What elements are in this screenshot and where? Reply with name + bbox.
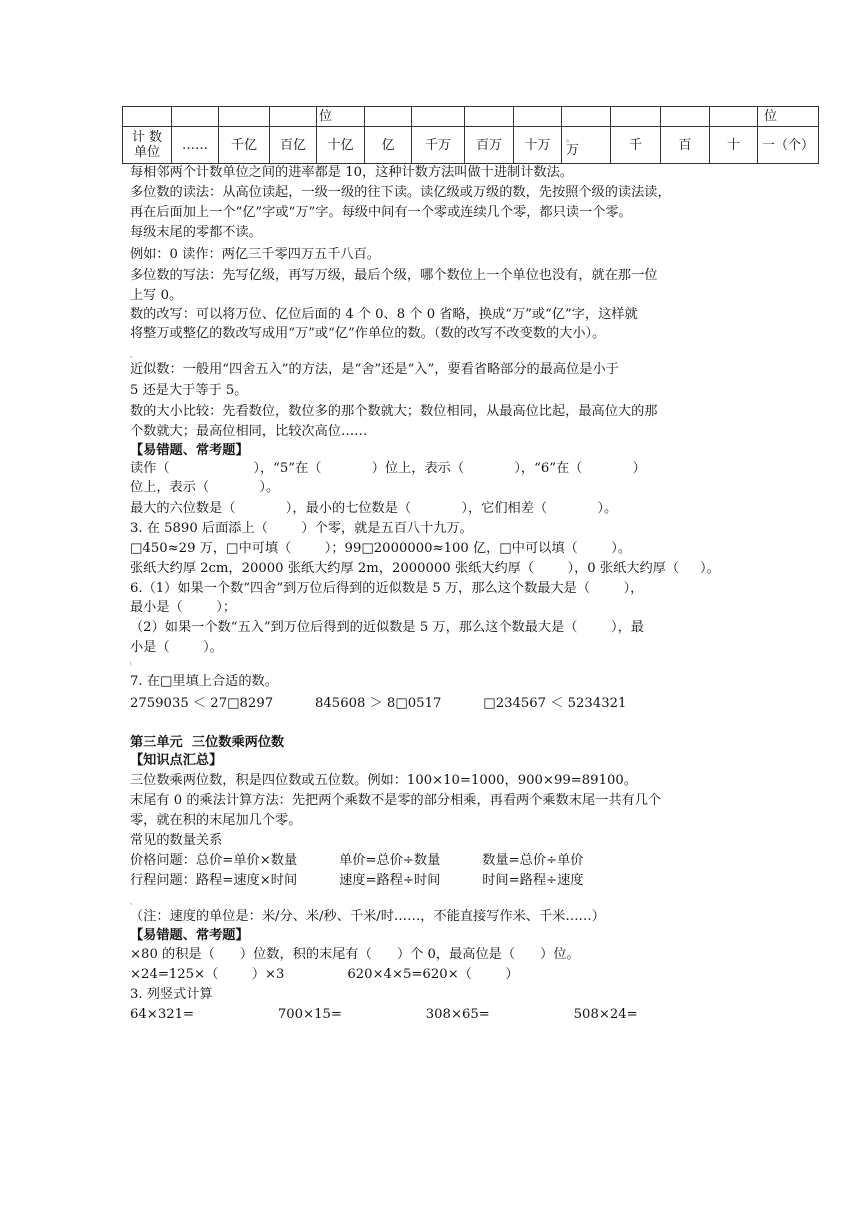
table-cell [562, 127, 611, 164]
table-cell [465, 107, 514, 127]
table-cell [661, 107, 710, 127]
table-cell [710, 107, 758, 127]
table-cell: 千万 [412, 127, 465, 164]
text-line: 价格问题：总价=单价×数量 单价=总价÷数量 数量=总价÷单价 [130, 853, 584, 868]
table-cell: 千亿 [219, 127, 270, 164]
table-cell [219, 107, 270, 127]
text-line: 张纸大约厚 2cm，20000 张纸大约厚 2m，2000000 张纸大约厚（ ），0 张纸大约厚（ ）。 [130, 561, 720, 576]
table-cell: 十亿 [317, 127, 365, 164]
wan-label: 万 [566, 143, 580, 158]
text-line: 读作（ ），“5”在（ ）位上，表示（ ），“6”在（ ） [130, 461, 646, 476]
text-line: 64×321= 700×15= 308×65= 508×24= [130, 1007, 638, 1022]
text-line: 例如：0 读作：两亿三千零四万五千八百。 [130, 247, 380, 262]
place-value-table [122, 106, 819, 164]
text-line: 6.（1）如果一个数“四舍”到万位后得到的近似数是 5 万，那么这个数最大是（ ）， [130, 581, 644, 596]
table-cell: 十万 [514, 127, 562, 164]
table-cell: 亿 [365, 127, 412, 164]
text-line: 位上，表示（ ）。 [130, 480, 280, 495]
text-line: 7. 在□里填上合适的数。 [130, 674, 278, 689]
table-cell: 一（个） [758, 127, 819, 164]
table-row [123, 107, 819, 127]
table-cell [514, 107, 562, 127]
unit-title: 第三单元 三位数乘两位数 [130, 735, 285, 750]
text-line: □450≈29 万，□中可填（ ）；99□2000000≈100 亿，□中可以填（ ）。 [130, 541, 632, 556]
text-line: 行程问题：路程=速度×时间 速度=路程÷时间 时间=路程÷速度 [130, 873, 584, 888]
text-line: 再在后面加上一个“亿”字或“万”字。每级中间有一个零或连续几个零，都只读一个零。 [130, 205, 632, 220]
text-line: 个数就大；最高位相同，比较次高位…… [130, 424, 368, 439]
text-line: 2759035 ＜ 27□8297 845608 ＞ 8□0517 □234567 ＜ 5234321 [130, 696, 627, 711]
stray-mark: 。 [130, 351, 137, 359]
text-line: 多位数的读法：从高位读起，一级一级的往下读。读亿级或万级的数，先按照个级的读法读， [130, 185, 671, 200]
section-heading: 【知识点汇总】 [130, 753, 223, 768]
text-line: 5 还是大于等于 5。 [130, 383, 248, 398]
section-heading: 【易错题、常考题】 [130, 928, 249, 943]
wan-mark: 。 [566, 134, 574, 143]
table-cell [270, 107, 317, 127]
text-line: 每级末尾的零都不读。 [130, 225, 262, 240]
stray-mark: 、 [130, 898, 137, 906]
table-cell: 千 [611, 127, 661, 164]
table-cell: 百万 [465, 127, 514, 164]
table-cell: …… [172, 127, 219, 164]
table-cell [172, 107, 219, 127]
text-line: 小是（ ）。 [130, 640, 223, 655]
stray-mark: ⁱ [130, 661, 132, 669]
text-line: 数的大小比较：先看数位，数位多的那个数就大；数位相同，从最高位比起，最高位大的那 [130, 404, 658, 419]
table-cell [365, 107, 412, 127]
text-line: 三位数乘两位数，积是四位数或五位数。例如：100×10=1000，900×99=89100。 [130, 773, 637, 788]
section-heading: 【易错题、常考题】 [130, 443, 249, 458]
table-cell [412, 107, 465, 127]
table-cell: 位 [758, 107, 819, 127]
text-line: （注：速度的单位是：米/分、米/秒、千米/时……，不能直接写作米、千米……） [130, 909, 605, 924]
table-cell: 十 [710, 127, 758, 164]
text-line: 零，就在积的末尾加几个零。 [130, 813, 302, 828]
table-cell: 计 数 单位 [123, 127, 172, 164]
text-line: 上写 0。 [130, 288, 183, 303]
text-line: 多位数的写法：先写亿级，再写万级，最后个级，哪个数位上一个单位也没有，就在那一位 [130, 268, 658, 283]
table-cell [562, 107, 611, 127]
text-line: 3. 列竖式计算 [130, 987, 213, 1002]
table-cell [611, 107, 661, 127]
text-line: 近似数：一般用“四舍五入”的方法，是“舍”还是“入”，要看省略部分的最高位是小于 [130, 362, 619, 377]
table-row [123, 127, 819, 164]
text-line: 3. 在 5890 后面添上（ ）个零，就是五百八十九万。 [130, 521, 473, 536]
table-cell: 位 [317, 107, 365, 127]
text-line: 每相邻两个计数单位之间的进率都是 10，这种计数方法叫做十进制计数法。 [130, 165, 573, 180]
text-line: 最大的六位数是（ ），最小的七位数是（ ），它们相差（ ）。 [130, 501, 618, 516]
text-line: （2）如果一个数“五入”到万位后得到的近似数是 5 万，那么这个数最大是（ ），最 [130, 620, 644, 635]
table-cell: 百 [661, 127, 710, 164]
text-line: ×24=125×（ ）×3 620×4×5=620×（ ） [130, 967, 519, 982]
table-cell: 百亿 [270, 127, 317, 164]
text-line: ×80 的积是（ ）位数，积的末尾有（ ）个 0，最高位是（ ）位。 [130, 947, 580, 962]
text-line: 数的改写：可以将万位、亿位后面的 4 个 0、8 个 0 省略，换成“万”或“亿”字，这样就 [130, 307, 638, 322]
text-line: 末尾有 0 的乘法计算方法：先把两个乘数不是零的部分相乘，再看两个乘数末尾一共有几个 [130, 793, 662, 808]
text-line: 最小是（ ）； [130, 600, 237, 615]
table-cell [123, 107, 172, 127]
text-line: 将整万或整亿的数改写成用“万”或“亿”作单位的数。（数的改写不改变数的大小）。 [130, 326, 606, 341]
text-line: 常见的数量关系 [130, 833, 223, 848]
